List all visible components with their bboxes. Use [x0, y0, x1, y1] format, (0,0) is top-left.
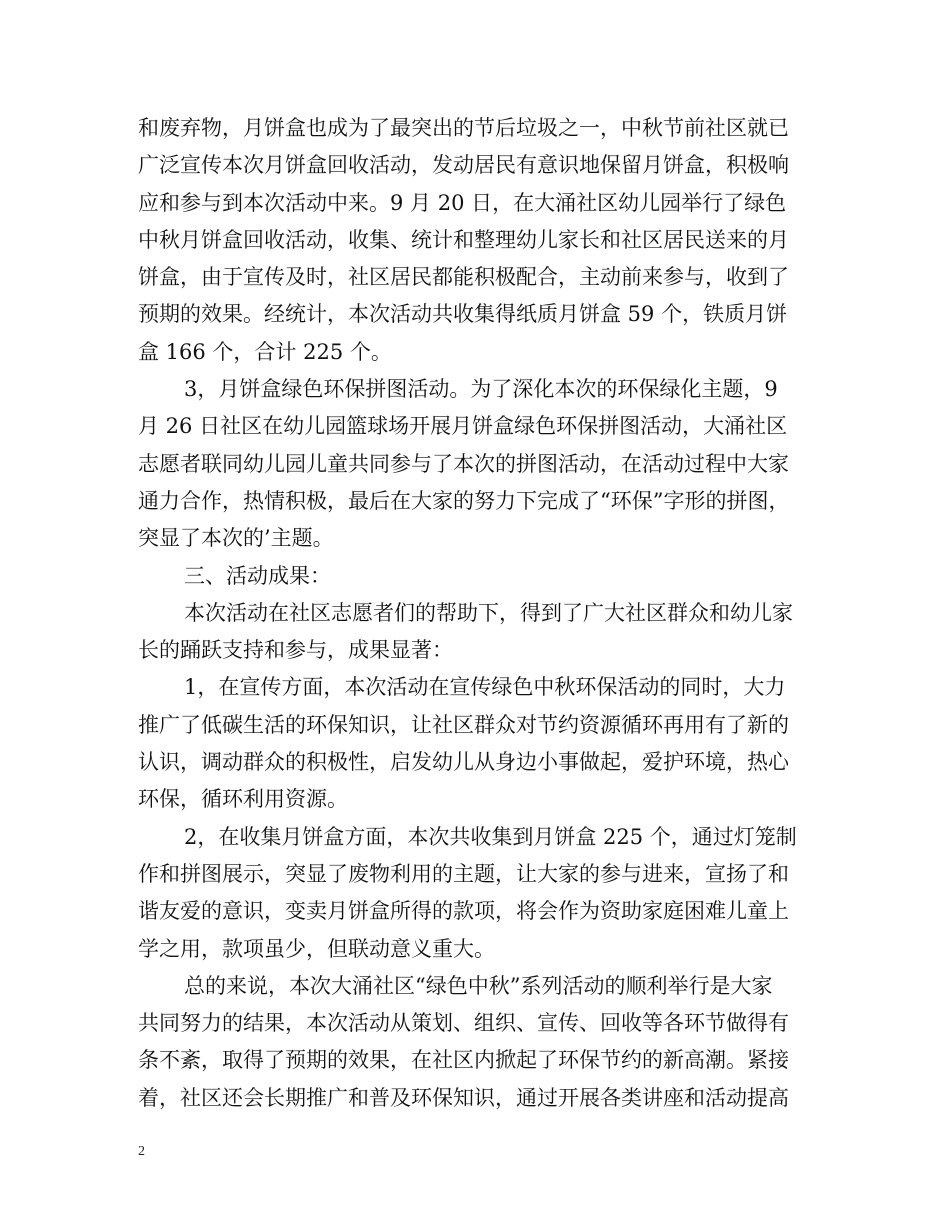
text-line: 环保，循环利用资源。 — [138, 787, 348, 812]
text-line: 推广了低碳生活的环保知识，让社区群众对节约资源循环再用有了新的 — [138, 712, 789, 737]
text-line: 作和拼图展示，突显了废物利用的主题，让大家的参与进来，宣扬了和 — [138, 861, 789, 886]
text-line: 通力合作，热情积极，最后在大家的努力下完成了“环保”字形的拼图， — [138, 488, 790, 513]
text-line: 和废弃物，月饼盒也成为了最突出的节后垃圾之一，中秋节前社区就已 — [138, 116, 789, 140]
text-line: 认识，调动群众的积极性，启发幼儿从身边小事做起，爱护环境，热心 — [138, 750, 789, 775]
paragraph-start-line: 1，在宣传方面，本次活动在宣传绿色中秋环保活动的同时，大力 — [184, 675, 786, 700]
page-number: 2 — [138, 1144, 145, 1159]
text-line: 预期的效果。经统计，本次活动共收集得纸质月饼盒 59 个，铁质月饼 — [138, 302, 788, 327]
paragraph-start-line: 本次活动在社区志愿者们的帮助下，得到了广大社区群众和幼儿家 — [184, 600, 793, 625]
text-line: 月 26 日社区在幼儿园篮球场开展月饼盒绿色环保拼图活动，大涌社区 — [138, 414, 788, 439]
text-line: 长的踊跃支持和参与，成果显著： — [138, 638, 453, 663]
text-line: 中秋月饼盒回收活动，收集、统计和整理幼儿家长和社区居民送来的月 — [138, 227, 789, 252]
section-heading: 三、活动成果： — [184, 563, 331, 588]
paragraph-start-line: 总的来说，本次大涌社区“绿色中秋”系列活动的顺利举行是大家 — [184, 973, 773, 998]
text-line: 广泛宣传本次月饼盒回收活动，发动居民有意识地保留月饼盒，积极响 — [138, 153, 789, 178]
text-line: 盒 166 个，合计 225 个。 — [138, 339, 392, 364]
text-line: 应和参与到本次活动中来。9 月 20 日，在大涌社区幼儿园举行了绿色 — [138, 190, 787, 215]
text-line: 志愿者联同幼儿园儿童共同参与了本次的拼图活动，在活动过程中大家 — [138, 451, 789, 476]
text-line: 着，社区还会长期推广和普及环保知识，通过开展各类讲座和活动提高 — [138, 1085, 789, 1110]
text-line: 饼盒，由于宣传及时，社区居民都能积极配合，主动前来参与，收到了 — [138, 265, 789, 290]
body-text — [138, 110, 818, 1117]
paragraph-start-line: 2，在收集月饼盒方面，本次共收集到月饼盒 225 个，通过灯笼制 — [184, 824, 797, 849]
text-line: 共同努力的结果，本次活动从策划、组织、宣传、回收等各环节做得有 — [138, 1011, 789, 1036]
paragraph-start-line: 3，月饼盒绿色环保拼图活动。为了深化本次的环保绿化主题，9 — [184, 377, 778, 402]
text-line: 谐友爱的意识，变卖月饼盒所得的款项，将会作为资助家庭困难儿童上 — [138, 899, 789, 924]
text-line: 条不紊，取得了预期的效果，在社区内掀起了环保节约的新高潮。紧接 — [138, 1048, 789, 1073]
text-line: 学之用，款项虽少，但联动意义重大。 — [138, 936, 495, 961]
text-line: 突显了本次的’主题。 — [138, 526, 334, 551]
